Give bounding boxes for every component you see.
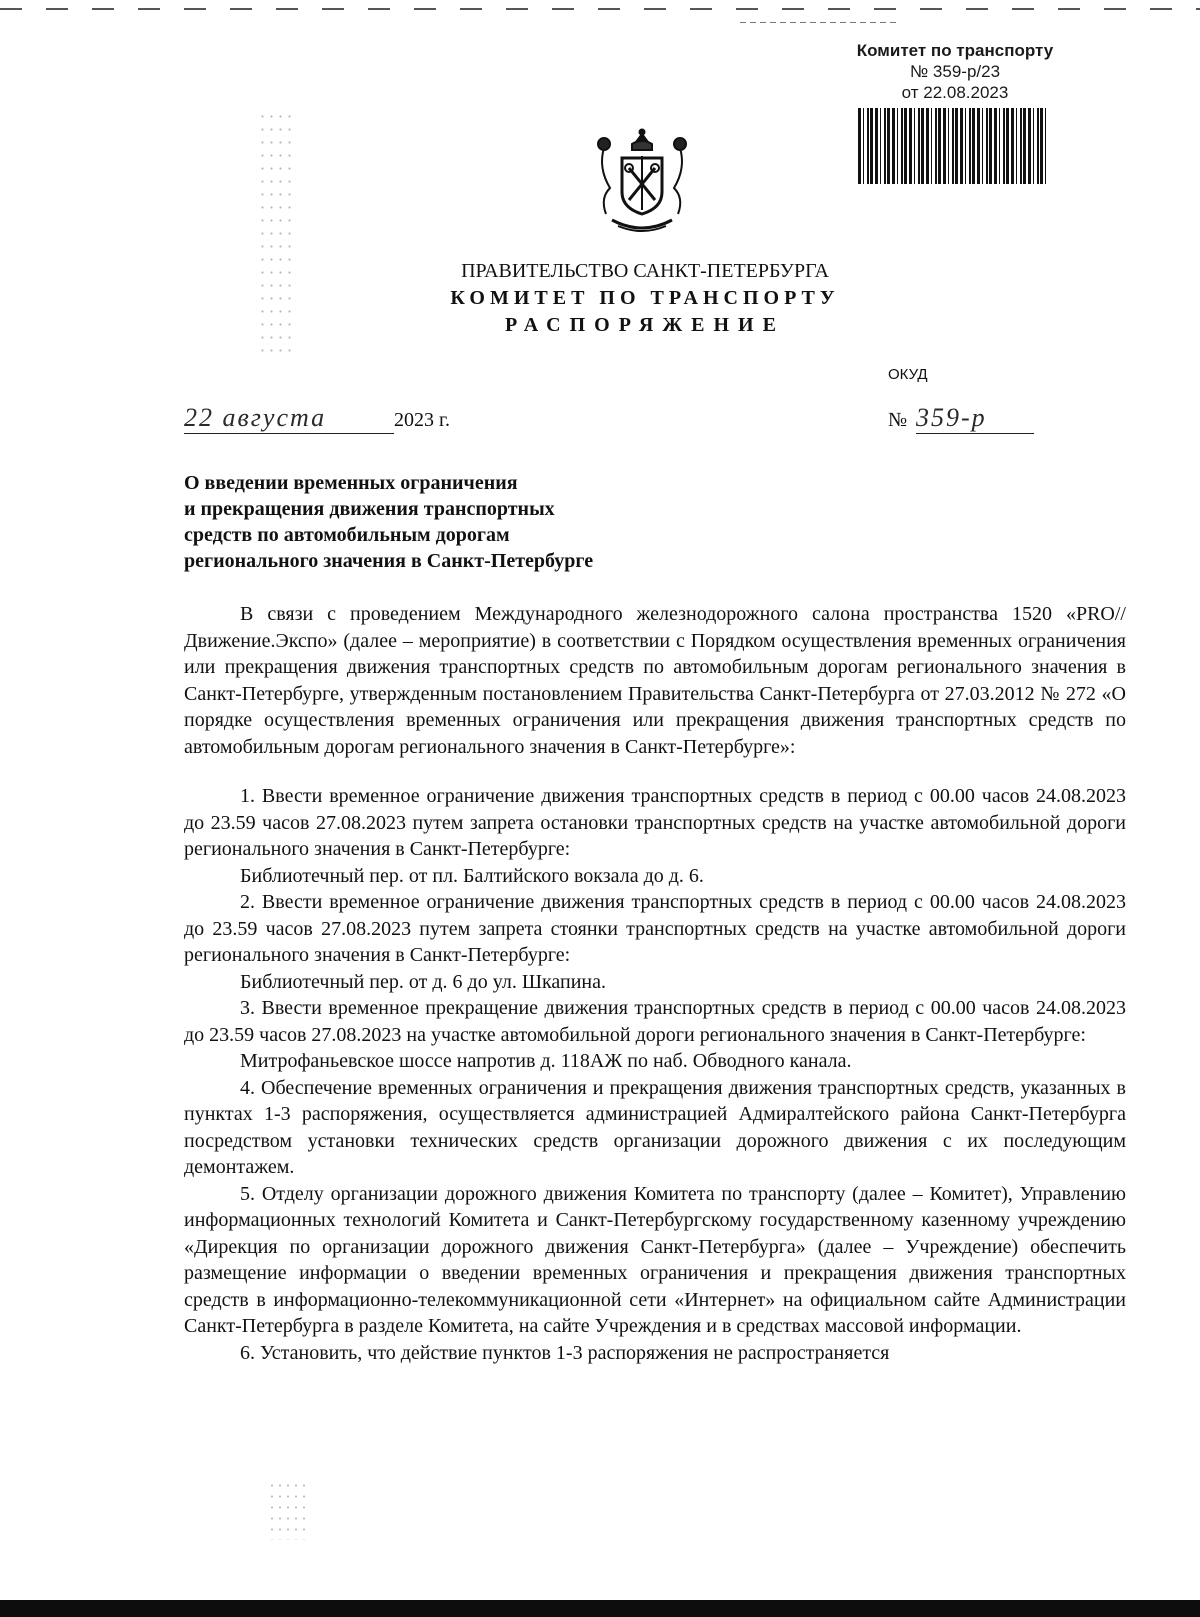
clause-5: 5. Отделу организации дорожного движения Комитета по транспорту (далее – Комитет), Управлению информационных технологий Комитета и Санкт-Петербургскому государственному казенному учреждению «Дирекция по организации дорожного движения Санкт-Петербурга» (далее – Учреждение) обеспечить размещение информации о введении временных ограничения и прекращения движения транспортных средств в информационно-телекоммуникационной сети «Интернет» на официальном сайте Администрации Санкт-Петербурга в разделе Комитета, на сайте Учреждения и в средствах массовой информации. — [184, 1182, 1126, 1337]
handwritten-number: 359-р — [916, 403, 1034, 434]
government-title: ПРАВИТЕЛЬСТВО САНКТ-ПЕТЕРБУРГА — [461, 260, 829, 282]
coat-of-arms-emblem — [592, 128, 692, 234]
subject-line: и прекращения движения транспортных — [184, 498, 555, 520]
scan-dashed-edge — [740, 22, 900, 23]
scan-noise — [258, 110, 292, 360]
date-year: 2023 г. — [394, 409, 450, 431]
clause-1-location: Библиотечный пер. от пл. Балтийского вокзала до д. 6. — [240, 864, 704, 887]
scan-bottom-edge — [0, 1600, 1200, 1617]
document-body — [184, 601, 1126, 1366]
clause-2-location: Библиотечный пер. от д. 6 до ул. Шкапина. — [240, 970, 607, 993]
stamp-line-1: Комитет по транспорту — [856, 41, 1054, 60]
clause-3: 3. Ввести временное прекращение движения транспортных средств в период с 00.00 часов 24.08.2023 до 23.59 часов 27.08.2023 на участке автомобильной дороги регионального значения в Санкт-Петербурге: — [184, 997, 1126, 1046]
clause-4: 4. Обеспечение временных ограничения и прекращения движения транспортных средств, указанных в пунктах 1-3 распоряжения, осуществляется администрацией Адмиралтейского района Санкт-Петербурга посредством установки технических средств организации дорожного движения с их последующим демонтажем. — [184, 1076, 1126, 1178]
preamble-paragraph: В связи с проведением Международного железнодорожного салона пространства 1520 «PRO//Движение.Экспо» (далее – мероприятие) в соответствии с Порядком осуществления временных ограничения или прекращения движения транспортных средств по автомобильным дорогам регионального значения в Санкт-Петербурге, утвержденным постановлением Правительства Санкт-Петербурга от 27.03.2012 № 272 «О порядке осуществления временных ограничения или прекращения движения транспортных средств по автомобильным дорогам регионального значения в Санкт-Петербурге»: — [184, 603, 1126, 758]
subject-line: регионального значения в Санкт-Петербурге — [184, 550, 594, 572]
subject-line: О введении временных ограничения — [184, 472, 518, 494]
committee-title: КОМИТЕТ ПО ТРАНСПОРТУ — [450, 287, 840, 309]
number-sign: № — [888, 409, 908, 431]
barcode — [858, 108, 1046, 184]
handwritten-date: 22 августа — [184, 403, 394, 434]
subject-line: средств по автомобильным дорогам — [184, 524, 510, 546]
document-type-title: РАСПОРЯЖЕНИЕ — [505, 314, 785, 336]
stamp-line-2: № 359-р/23 — [909, 62, 1001, 81]
clause-6: 6. Установить, что действие пунктов 1-3 распоряжения не распространяется — [240, 1341, 890, 1364]
scan-noise — [268, 1480, 308, 1540]
clause-1: 1. Ввести временное ограничение движения транспортных средств в период с 00.00 часов 24.08.2023 до 23.59 часов 27.08.2023 путем запрета остановки транспортных средств на участке автомобильной дороги регионального значения в Санкт-Петербурге: — [184, 785, 1126, 860]
stamp-line-3: от 22.08.2023 — [901, 83, 1009, 102]
okud-label: ОКУД — [888, 366, 928, 383]
document-header — [380, 258, 910, 339]
scan-dashed-edge — [0, 8, 1200, 10]
document-subject — [184, 470, 704, 574]
document-date — [184, 402, 474, 438]
registration-stamp — [835, 40, 1075, 103]
clause-3-location: Митрофаньевское шоссе напротив д. 118АЖ по наб. Обводного канала. — [240, 1050, 852, 1072]
document-number — [888, 402, 1038, 438]
clause-2: 2. Ввести временное ограничение движения транспортных средств в период с 00.00 часов 24.08.2023 до 23.59 часов 27.08.2023 путем запрета стоянки транспортных средств на участке автомобильной дороги регионального значения в Санкт-Петербурге: — [184, 891, 1126, 966]
